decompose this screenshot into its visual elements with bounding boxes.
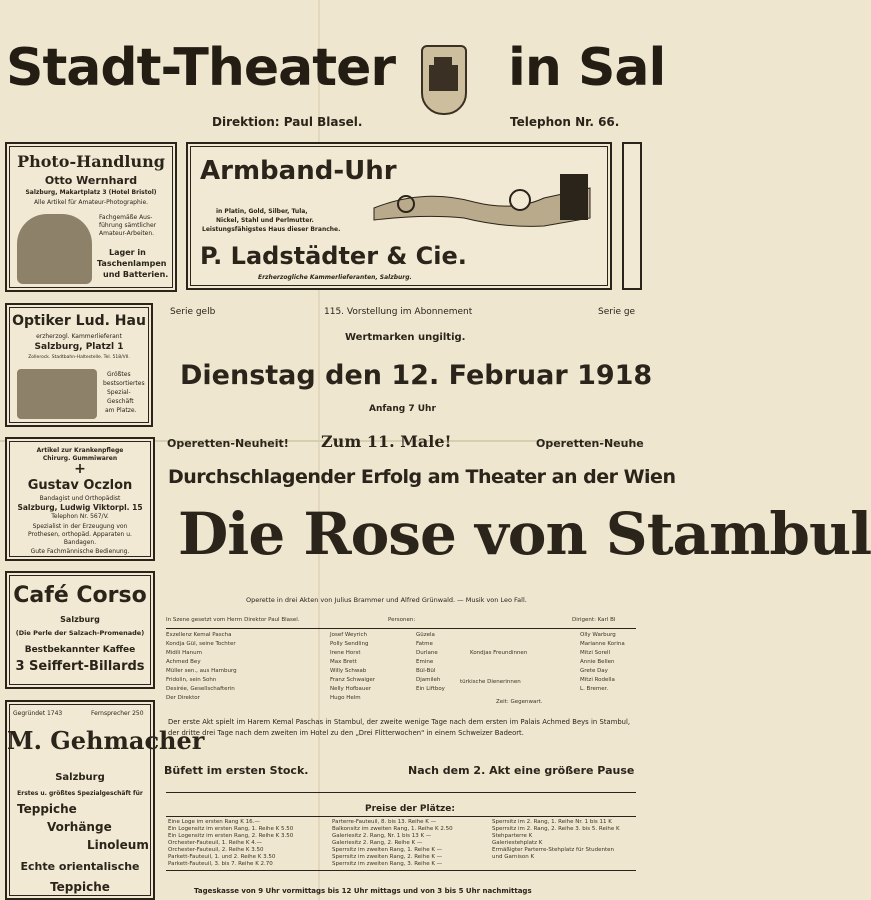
ad-gehmacher-l2: Echte orientalische	[20, 860, 140, 873]
price-row: Parkett-Fauteuil, 3. bis 7. Reihe K 2.70	[168, 861, 273, 867]
ad-photo-title: Photo-Handlung	[17, 152, 165, 171]
ad-optiker-address: Salzburg, Platzl 1	[34, 342, 124, 352]
ad-corso-tag: (Die Perle der Salzach-Promenade)	[15, 629, 145, 637]
theater-title-city: in Sal	[508, 38, 666, 98]
cast-role-2: Djamileh	[416, 677, 441, 683]
cast-actor-2: Mitzi Rodella	[580, 677, 615, 683]
neuheit-right: Operetten-Neuhe	[536, 437, 644, 450]
cast-actor: Polly Sendling	[330, 641, 369, 647]
ad-gehmacher-l3: Teppiche	[50, 880, 110, 894]
ad-uhr-line-1: in Platin, Gold, Silber, Tula,	[216, 208, 308, 215]
red-cross-icon: +	[74, 461, 86, 477]
ad-photo-lager-3: und Batterien.	[103, 270, 169, 279]
price-row: Ein Logensitz im ersten Rang, 2. Reihe K 3.50	[168, 833, 294, 839]
price-row: Stehparterre K	[492, 833, 533, 839]
act-note: Der erste Akt spielt im Harem Kemal Paschas in Stambul, der zweite wenige Tage nach dem ersten im Palais Achmed Beys in Stambul, der dritte drei Tage nach dem zweiten im Hotel zu den „Drei Flitterwochen" in einem Schweizer Badeort.	[168, 718, 630, 737]
buffet: Büfett im ersten Stock.	[164, 764, 309, 777]
price-row: Ermäßigter Parterre-Stehplatz für Studenten	[492, 847, 614, 853]
cast-actor: Josef Weyrich	[330, 632, 367, 638]
cast-role-2: Ein Liftboy	[416, 686, 445, 692]
cast-role: Der Direktor	[166, 695, 200, 701]
handshake-watch-illustration	[364, 168, 590, 228]
cast-actor-2: L. Bremer.	[580, 686, 609, 692]
ad-photo-name: Otto Wernhard	[44, 174, 138, 187]
anfang: Anfang 7 Uhr	[369, 404, 436, 414]
ad-uhr-line-3: Leistungsfähigstes Haus dieser Branche.	[202, 226, 341, 233]
ad-oczlon-top-2: Chirurg. Gummiwaren	[42, 455, 118, 462]
serie-right: Serie ge	[598, 307, 636, 317]
ad-oczlon-tel: Telephon Nr. 567/V.	[51, 513, 109, 520]
ad-uhr-title: Armband-Uhr	[200, 156, 397, 186]
ad-oczlon	[5, 437, 155, 561]
cast-actor: Max Brett	[330, 659, 357, 665]
ad-photo-lager-2: Taschenlampen	[97, 259, 167, 268]
ad-optiker	[5, 303, 153, 427]
pause: Nach dem 2. Akt eine größere Pause	[408, 764, 635, 777]
personen-label: Personen:	[388, 617, 416, 623]
cast-group-2: türkische Dienerinnen	[460, 679, 521, 685]
cast-actor: Irene Horst	[330, 650, 361, 656]
cast-actor: Nelly Hofbauer	[330, 686, 371, 692]
ad-oczlon-top-1: Artikel zur Krankenpflege	[36, 447, 124, 454]
binoculars-illustration	[17, 369, 97, 419]
price-row: Sperrsitz im zweiten Rang, 1. Reihe K —	[332, 847, 443, 853]
regie: In Szene gesetzt vom Herrn Direktor Paul Blasel.	[166, 617, 300, 623]
ad-oczlon-more-2: Prothesen, orthopäd. Apparaten u.	[28, 531, 132, 538]
ad-oczlon-more-3: Bandagen.	[63, 539, 97, 546]
ad-photo-right-2: führung sämtlicher	[99, 222, 157, 229]
ad-oczlon-more-1: Spezialist in der Erzeugung von	[32, 523, 128, 530]
ad-optiker-r4: Geschäft	[107, 398, 134, 405]
ad-gehmacher-fern: Fernsprecher 250	[91, 710, 144, 717]
cast-actor-2: Marianne Korina	[580, 641, 625, 647]
zeit: Zeit: Gegenwart.	[496, 699, 543, 705]
ad-corso-city: Salzburg	[60, 615, 100, 624]
operetta-credits: Operette in drei Akten von Julius Brammer und Alfred Grünwald. — Musik von Leo Fall.	[246, 596, 527, 604]
price-row: Sperrsitz im zweiten Rang, 3. Reihe K —	[332, 861, 443, 867]
cast-group-1: Kondjas Freundinnen	[470, 650, 528, 656]
ad-gehmacher-item-2: Vorhänge	[47, 820, 112, 834]
operetta-title: Die Rose von Stambul	[178, 500, 871, 568]
cast-role-2: Bül-Bül	[416, 668, 436, 674]
cast-actor-2: Annie Bellen	[580, 659, 615, 665]
salzburg-crest-icon	[421, 45, 467, 115]
dirigent: Dirigent: Karl Bl	[572, 617, 616, 623]
wertmarken: Wertmarken ungiltig.	[345, 332, 466, 343]
ad-uhr-firm: P. Ladstädter & Cie.	[200, 242, 467, 270]
ad-uhr-line-2: Nickel, Stahl und Perlmutter.	[216, 217, 314, 224]
theater-title: Stadt-Theater	[6, 38, 396, 98]
cast-role: Kondja Gül, seine Tochter	[166, 641, 236, 647]
price-row: Orchester-Fauteuil, 2. Reihe K 3.50	[168, 847, 264, 853]
cast-role: Achmed Bey	[166, 659, 201, 665]
ad-corso-title: Café Corso	[13, 583, 147, 608]
cast-role-2: Durlane	[416, 650, 438, 656]
ad-oczlon-l1: Bandagist und Orthopädist	[39, 495, 121, 502]
photographer-illustration	[17, 214, 92, 284]
cast-role: Fridolin, sein Sohn	[166, 677, 217, 683]
price-row: Galeriestehplatz K	[492, 840, 543, 846]
price-row: Galeriesitz 2. Rang, 2. Reihe K —	[332, 840, 423, 846]
cast-role-2: Güzela	[416, 632, 435, 638]
cast-role: Exzellenz Kemal Pascha	[166, 632, 232, 638]
ad-optiker-r2: bestsortiertes	[103, 380, 145, 387]
ad-optiker-r5: am Platze.	[105, 407, 137, 414]
ad-photo-line: Alle Artikel für Amateur-Photographie.	[33, 199, 149, 206]
price-row: Galeriesitz 2. Rang, Nr. 1 bis 13 K —	[332, 833, 432, 839]
price-row: Ein Logensitz im ersten Rang, 1. Reihe K 5.50	[168, 826, 294, 832]
ad-optiker-title: Optiker Lud. Hau	[12, 313, 146, 329]
cast-role: Müller sen., aus Hamburg	[166, 668, 237, 674]
ad-optiker-r3: Spezial-	[107, 389, 131, 396]
price-row: Sperrsitz im zweiten Rang, 2. Reihe K —	[332, 854, 443, 860]
price-row: Eine Loge im ersten Rang K 16.—	[168, 819, 260, 825]
ad-gehmacher-gegr: Gegründet 1743	[13, 710, 63, 717]
ad-gehmacher-l1: Erstes u. größtes Spezialgeschäft für	[17, 790, 143, 797]
ad-gehmacher-city: Salzburg	[55, 772, 105, 783]
vorstellung: 115. Vorstellung im Abonnement	[324, 307, 473, 317]
prices-rule-mid	[166, 816, 636, 817]
cast-actor-2: Mitzi Sorell	[580, 650, 611, 656]
price-row: Parkett-Fauteuil, 1. und 2. Reihe K 3.50	[168, 854, 276, 860]
paper-fold-vertical	[318, 0, 320, 900]
ad-photo-lager-1: Lager in	[109, 248, 146, 257]
price-row: Sperrsitz im 2. Rang, 2. Reihe 3. bis 5. Reihe K	[492, 826, 620, 832]
ad-optiker-r1: Größtes	[107, 371, 131, 378]
ad-oczlon-address: Salzburg, Ludwig Viktorpl. 15	[17, 503, 143, 512]
ad-armband-uhr	[186, 142, 612, 290]
cast-role-2: Fatme	[416, 641, 433, 647]
ad-uhr-sub: Erzherzogliche Kammerlieferanten, Salzburg.	[258, 274, 412, 281]
serie-left: Serie gelb	[170, 307, 216, 317]
ad-photo-address: Salzburg, Makartplatz 3 (Hotel Bristol)	[25, 189, 157, 196]
cast-role: Desirée, Gesellschafterin	[166, 686, 235, 692]
ad-optiker-l1: erzherzogl. Kammerlieferant	[36, 333, 122, 340]
cast-role-2: Emine	[416, 659, 434, 665]
cast-actor-2: Grete Day	[580, 668, 608, 674]
prices-title: Preise der Plätze:	[365, 804, 455, 814]
ad-cutoff-right	[622, 142, 642, 290]
cast-actor: Willy Schwab	[330, 668, 367, 674]
direktion: Direktion: Paul Blasel.	[212, 115, 363, 129]
ad-oczlon-more-4: Gute Fachmännische Bedienung.	[30, 548, 130, 555]
cast-rule	[166, 628, 636, 629]
price-row: Balkonsitz im zweiten Rang, 1. Reihe K 2.50	[332, 826, 453, 832]
price-row: Orchester-Fauteuil, 1. Reihe K 4.—	[168, 840, 262, 846]
ad-gehmacher	[5, 700, 205, 900]
ad-photo-handlung	[5, 142, 177, 292]
ad-oczlon-name: Gustav Oczlon	[27, 478, 133, 493]
kasse: Tageskasse von 9 Uhr vormittags bis 12 Uhr mittags und von 3 bis 5 Uhr nachmittags	[194, 887, 532, 895]
prices-rule-top	[166, 792, 636, 793]
prices-rule-bottom	[166, 870, 636, 871]
ad-corso-l1: Bestbekannter Kaffee	[24, 645, 136, 655]
performance-date: Dienstag den 12. Februar 1918	[180, 360, 653, 391]
cast-actor-2: Olly Warburg	[580, 632, 616, 638]
erfolg-headline: Durchschlagender Erfolg am Theater an der Wien	[168, 466, 676, 488]
ad-corso-l2: 3 Seiffert-Billards	[15, 659, 145, 674]
price-row: und Garnison K	[492, 854, 535, 860]
ad-gehmacher-item-3: Linoleum	[87, 838, 149, 852]
ad-cafe-corso	[5, 571, 155, 689]
ad-gehmacher-item-1: Teppiche	[17, 802, 77, 816]
price-row: Parterre-Fauteuil, 8. bis 13. Reihe K —	[332, 819, 437, 825]
ad-photo-right-3: Amateur-Arbeiten.	[99, 230, 155, 237]
cast-actor: Hugo Helm	[330, 695, 361, 701]
ad-gehmacher-title: M. Gehmacher	[7, 726, 205, 755]
price-row: Sperrsitz im 2. Rang, 1. Reihe Nr. 1 bis 11 K	[492, 819, 612, 825]
neuheit-left: Operetten-Neuheit!	[167, 437, 289, 450]
zum-male: Zum 11. Male!	[321, 432, 452, 451]
ad-photo-right-1: Fachgemäße Aus-	[99, 214, 153, 221]
ad-optiker-l2: Zollerock. Stadtbahn-Haltestelle. Tel. 518/VII.	[28, 355, 130, 360]
telephon: Telephon Nr. 66.	[510, 115, 620, 129]
cast-actor: Franz Schwaiger	[330, 677, 376, 683]
cast-role: Midili Hanum	[166, 650, 202, 656]
